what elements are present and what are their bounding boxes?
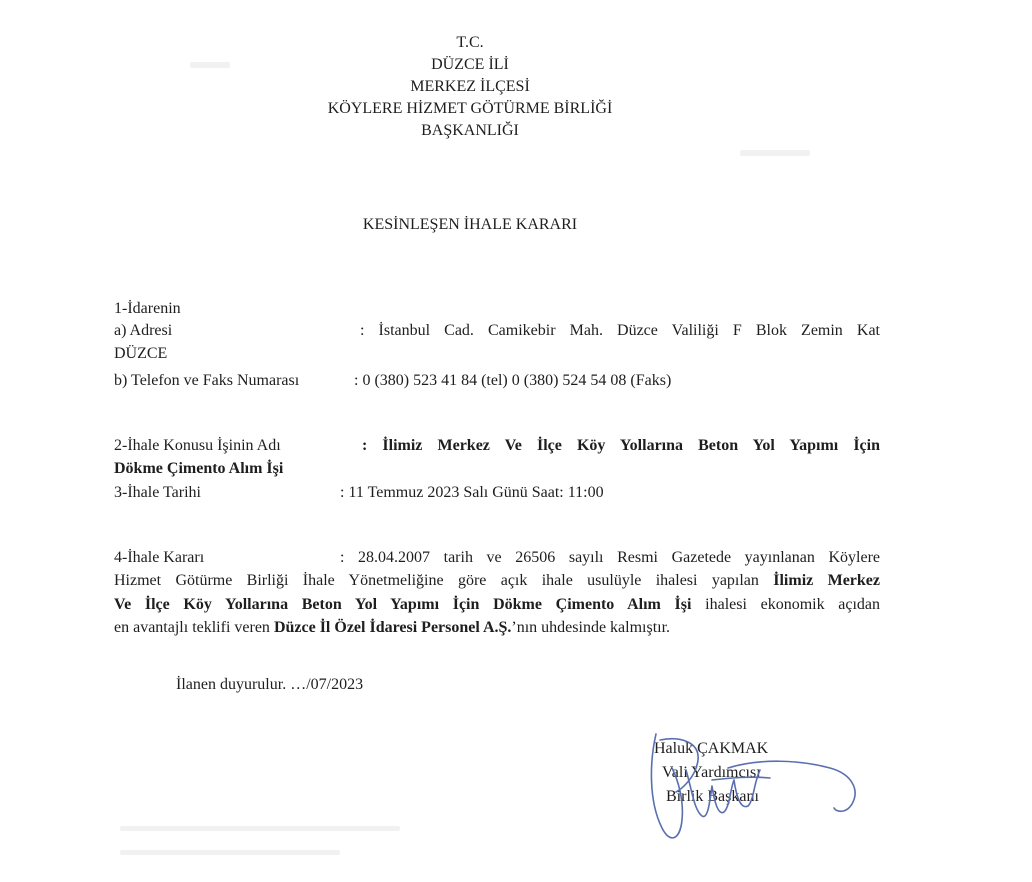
header-line-province: DÜZCE İLİ: [431, 56, 509, 73]
header-line-district: MERKEZ İLÇESİ: [410, 78, 530, 95]
decision-label: 4-İhale Kararı: [114, 549, 205, 566]
address-city: DÜZCE: [114, 345, 168, 362]
subject-value-line1: : İlimiz Merkez Ve İlçe Köy Yollarına Beton Yol Yapımı İçin: [362, 437, 880, 454]
decision-line3-bold: Ve İlçe Köy Yollarına Beton Yol Yapımı İçin Dökme Çimento Alım İşi: [114, 596, 692, 613]
signatory-name: Haluk ÇAKMAK: [654, 740, 769, 757]
decision-line2-text: Hizmet Götürme Birliği İhale Yönetmeliğine göre açık ihale usulüyle ihalesi yapılan: [114, 572, 759, 589]
address-label: a) Adresi: [114, 322, 173, 339]
decision-line2: [114, 570, 880, 592]
decision-line2-bold: İlimiz Merkez: [773, 572, 880, 589]
decision-line3-text: ihalesi ekonomik açıdan: [705, 596, 881, 613]
letterhead: [250, 32, 690, 142]
bleed-through-mark: [740, 150, 810, 156]
decision-line3: [114, 594, 880, 616]
subject-label: 2-İhale Konusu İşinin Adı: [114, 437, 281, 454]
signatory-role1: Vali Yardımcısı: [662, 764, 761, 781]
header-line-presidency: BAŞKANLIĞI: [421, 122, 519, 139]
decision-line4-text-a: en avantajlı teklifi veren: [114, 619, 270, 636]
address-value: : İstanbul Cad. Camikebir Mah. Düzce Valiliği F Blok Zemin Kat: [360, 322, 880, 339]
decision-line1: : 28.04.2007 tarih ve 26506 sayılı Resmi Gazetede yayınlanan Köylere: [340, 549, 880, 566]
bleed-through-mark: [120, 826, 400, 831]
decision-line4-text-b: ’nın uhdesinde kalmıştır.: [511, 619, 671, 636]
phone-value: : 0 (380) 523 41 84 (tel) 0 (380) 524 54 08 (Faks): [354, 372, 672, 389]
bleed-through-mark: [190, 62, 230, 68]
announcement: İlanen duyurulur. …/07/2023: [176, 676, 364, 693]
decision-line4-bold: Düzce İl Özel İdaresi Personel A.Ş.: [273, 619, 512, 636]
decision-paragraph: [114, 570, 880, 639]
date-value: : 11 Temmuz 2023 Salı Günü Saat: 11:00: [340, 484, 604, 501]
signature-block: [654, 737, 768, 809]
phone-label: b) Telefon ve Faks Numarası: [114, 372, 300, 389]
header-line-tc: T.C.: [456, 34, 484, 51]
bleed-through-mark: [120, 850, 340, 855]
signatory-role2: Birlik Başkanı: [666, 788, 759, 805]
header-line-union: KÖYLERE HİZMET GÖTÜRME BİRLİĞİ: [327, 100, 613, 117]
subject-value-line2: Dökme Çimento Alım İşi: [114, 460, 284, 477]
section1-heading: 1-İdarenin: [114, 300, 181, 317]
document-title: KESİNLEŞEN İHALE KARARI: [362, 216, 578, 233]
decision-line4: [114, 617, 880, 639]
date-label: 3-İhale Tarihi: [114, 484, 201, 501]
